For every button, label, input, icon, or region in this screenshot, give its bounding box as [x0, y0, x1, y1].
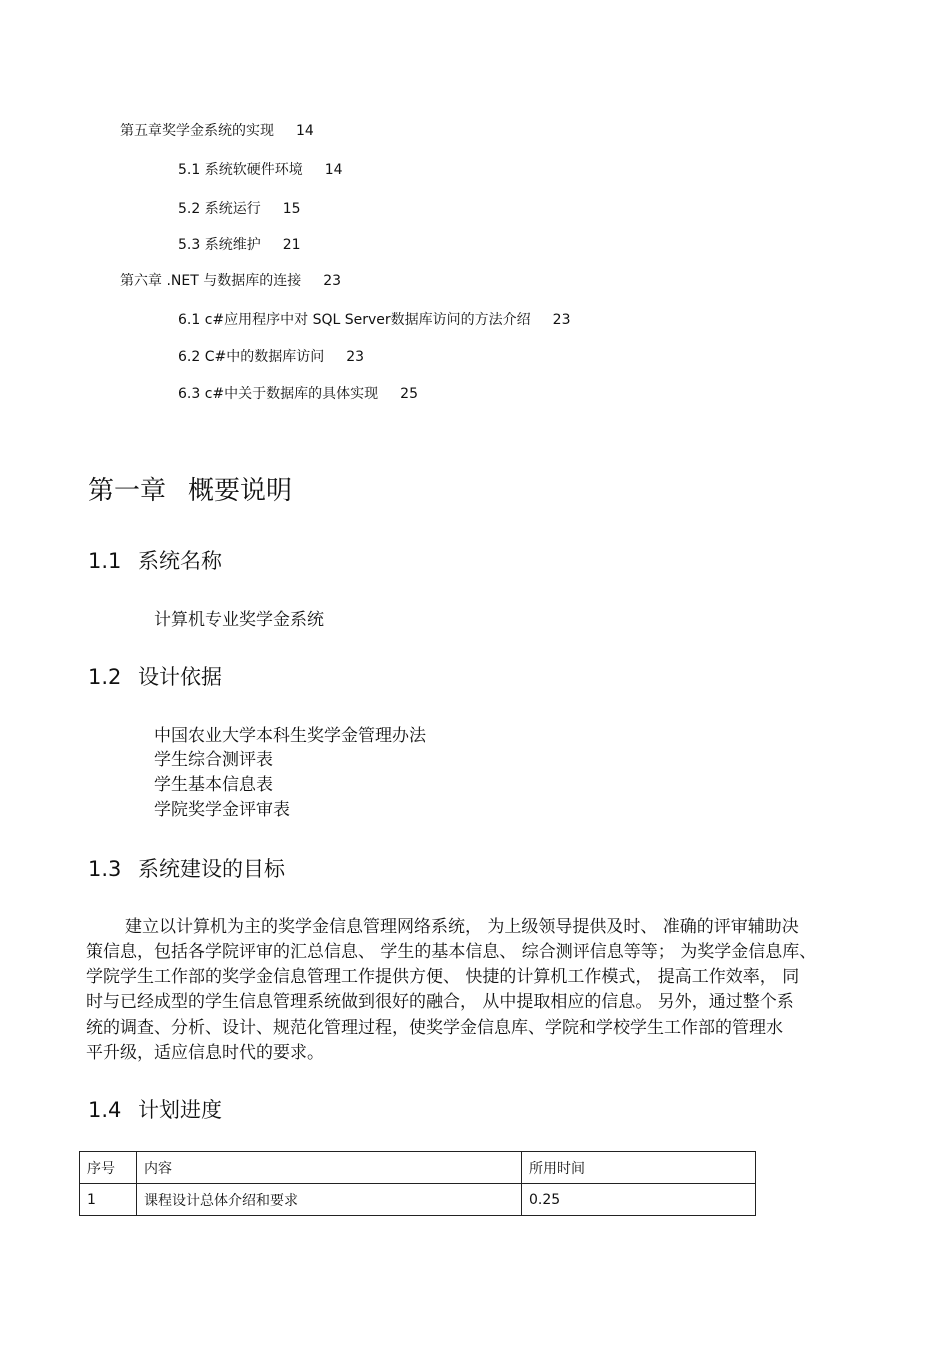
toc-entry-text: 6.1 c#应用程序中对 SQL Server数据库访问的方法介绍 [178, 312, 531, 328]
toc-entry-text: 6.3 c#中关于数据库的具体实现 [178, 386, 379, 402]
toc-entry-5-2 [178, 198, 301, 218]
system-name-text: 计算机专业奖学金系统 [154, 610, 324, 630]
section-number: 1.4 [88, 1098, 122, 1122]
section-number: 1.3 [88, 857, 122, 881]
table-cell: 1 [80, 1184, 137, 1216]
basis-item: 学院奖学金评审表 [154, 800, 290, 820]
goal-paragraph-line: 学院学生工作部的奖学金信息管理工作提供方便、 快捷的计算机工作模式， 提高工作效率， 同 [86, 967, 800, 987]
table-cell: 0.25 [522, 1184, 756, 1216]
chapter-title: 概要说明 [188, 476, 293, 506]
toc-entry-text: 5.2 系统运行 [178, 201, 261, 217]
toc-entry-6-2 [178, 346, 364, 366]
toc-entry-page: 23 [346, 349, 365, 365]
basis-item: 中国农业大学本科生奖学金管理办法 [154, 726, 426, 746]
toc-entry-6-3 [178, 383, 418, 403]
toc-entry-text: 6.2 C#中的数据库访问 [178, 349, 325, 365]
section-heading-1-2 [88, 661, 222, 691]
toc-entry-page: 21 [282, 237, 301, 253]
toc-entry-6-1 [178, 309, 571, 329]
plan-table [79, 1151, 756, 1216]
chapter-heading [88, 470, 292, 507]
table-header-cell: 所用时间 [522, 1152, 756, 1184]
goal-paragraph-line: 统的调查、分析、设计、规范化管理过程，使奖学金信息库、学院和学校学生工作部的管理水 [86, 1018, 783, 1038]
toc-entry-5-1 [178, 159, 343, 179]
toc-entry-5-3 [178, 234, 301, 254]
toc-entry-text: 第六章 .NET 与数据库的连接 [120, 273, 302, 289]
basis-item: 学生基本信息表 [154, 775, 273, 795]
table-header-cell: 序号 [80, 1152, 137, 1184]
basis-item: 学生综合测评表 [154, 750, 273, 770]
section-title: 计划进度 [138, 1098, 222, 1122]
section-number: 1.1 [88, 549, 122, 573]
section-title: 系统建设的目标 [138, 857, 285, 881]
section-title: 系统名称 [138, 549, 222, 573]
toc-entry-ch5 [120, 120, 314, 140]
toc-entry-page: 23 [323, 273, 342, 289]
table-header-cell: 内容 [137, 1152, 522, 1184]
toc-entry-page: 14 [324, 162, 343, 178]
toc-entry-text: 第五章奖学金系统的实现 [120, 123, 274, 139]
goal-paragraph-line: 策信息，包括各学院评审的汇总信息、 学生的基本信息、 综合测评信息等等； 为奖学金信息库、 [86, 942, 817, 962]
toc-entry-page: 15 [282, 201, 301, 217]
toc-entry-page: 14 [296, 123, 314, 139]
table-cell: 课程设计总体介绍和要求 [137, 1184, 522, 1216]
table-row [80, 1184, 756, 1216]
section-number: 1.2 [88, 665, 122, 689]
section-heading-1-1 [88, 545, 222, 575]
toc-entry-page: 25 [400, 386, 418, 402]
table-header-row [80, 1152, 756, 1184]
toc-entry-ch6 [120, 270, 341, 290]
goal-paragraph-line: 平升级，适应信息时代的要求。 [86, 1043, 324, 1063]
toc-entry-text: 5.3 系统维护 [178, 237, 261, 253]
goal-paragraph-line: 时与已经成型的学生信息管理系统做到很好的融合， 从中提取相应的信息。 另外，通过整个系 [86, 992, 794, 1012]
goal-paragraph-line: 建立以计算机为主的奖学金信息管理网络系统， 为上级领导提供及时、 准确的评审辅助决 [125, 917, 799, 937]
toc-entry-text: 5.1 系统软硬件环境 [178, 162, 303, 178]
toc-entry-page: 23 [552, 312, 571, 328]
section-title: 设计依据 [138, 665, 222, 689]
chapter-label: 第一章 [88, 476, 167, 506]
section-heading-1-3 [88, 853, 285, 883]
section-heading-1-4 [88, 1094, 222, 1124]
